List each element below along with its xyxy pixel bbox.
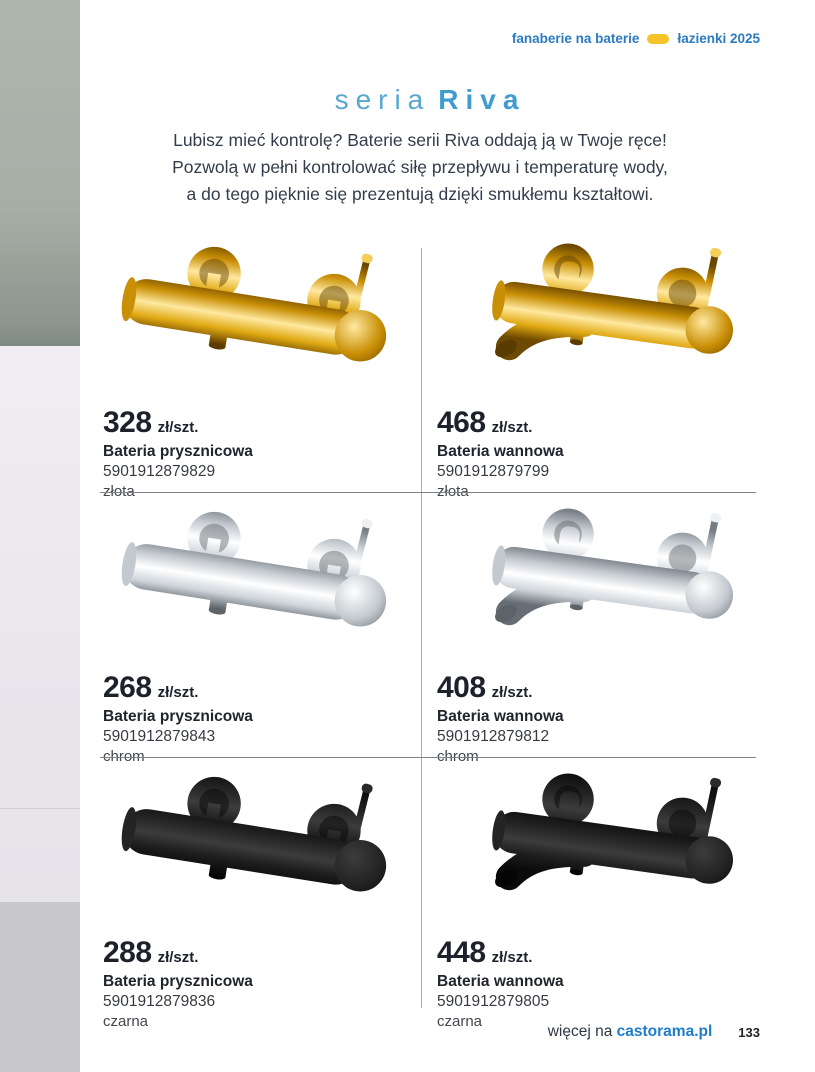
product-name: Bateria wannowa (437, 973, 564, 990)
product-card (100, 758, 421, 1030)
price-unit: zł/szt. (157, 949, 199, 966)
series-title (100, 84, 760, 116)
series-title-name: Riva (438, 84, 526, 115)
product-card (434, 228, 756, 500)
page-header (512, 31, 760, 46)
product-color: chrom (103, 748, 145, 765)
footer-prefix: więcej na (547, 1023, 613, 1040)
price-unit: zł/szt. (491, 949, 533, 966)
price-line (437, 936, 756, 970)
product-ean: 5901912879799 (437, 463, 550, 480)
faucet-image-gold-bath (434, 228, 756, 406)
product-row-2 (100, 492, 756, 765)
product-color: złota (103, 483, 135, 500)
product-card (100, 228, 421, 500)
product-grid (100, 228, 756, 1030)
faucet-image-black-bath (434, 758, 756, 936)
product-card (434, 758, 756, 1030)
faucet-image-gold-shower (100, 228, 421, 406)
product-name: Bateria wannowa (437, 708, 564, 725)
intro-line-3: a do tego pięknie się prezentują dzięki smukłemu kształtowi. (186, 184, 654, 204)
product-price: 268 (103, 671, 152, 704)
price-line (437, 671, 756, 705)
product-price: 468 (437, 406, 486, 439)
product-row-1 (100, 228, 756, 500)
product-color: chrom (437, 748, 479, 765)
product-info (434, 671, 756, 765)
intro-line-1: Lubisz mieć kontrolę? Baterie serii Riva oddają ją w Twoje ręce! (173, 130, 667, 150)
price-line (103, 406, 421, 440)
product-info (434, 936, 756, 1030)
product-name: Bateria prysznicowa (103, 973, 253, 990)
product-color: złota (437, 483, 469, 500)
price-line (103, 671, 421, 705)
page-footer (100, 1023, 760, 1041)
yellow-dash-icon (647, 34, 669, 44)
product-card (434, 493, 756, 765)
castorama-link[interactable]: castorama.pl (616, 1023, 713, 1040)
price-line (437, 406, 756, 440)
product-ean: 5901912879805 (437, 993, 550, 1010)
faucet-image-black-shower (100, 758, 421, 936)
faucet-image-chrome-bath (434, 493, 756, 671)
product-price: 448 (437, 936, 486, 969)
price-unit: zł/szt. (491, 419, 533, 436)
product-color: czarna (437, 1013, 483, 1030)
product-name: Bateria wannowa (437, 443, 564, 460)
series-title-prefix: seria (334, 84, 431, 115)
product-ean: 5901912879829 (103, 463, 216, 480)
intro-paragraph (60, 127, 780, 208)
product-card (100, 493, 421, 765)
product-ean: 5901912879812 (437, 728, 550, 745)
product-color: czarna (103, 1013, 149, 1030)
product-ean: 5901912879836 (103, 993, 216, 1010)
product-name: Bateria prysznicowa (103, 443, 253, 460)
product-info (100, 936, 421, 1030)
product-price: 288 (103, 936, 152, 969)
product-price: 408 (437, 671, 486, 704)
photo-floor (0, 902, 80, 1072)
price-unit: zł/szt. (491, 684, 533, 701)
price-unit: zł/szt. (157, 684, 199, 701)
product-info (434, 406, 756, 500)
faucet-image-chrome-shower (100, 493, 421, 671)
page-number: 133 (738, 1024, 760, 1040)
product-name: Bateria prysznicowa (103, 708, 253, 725)
header-catalog-label: fanaberie na baterie (511, 31, 640, 46)
header-edition-label: łazienki 2025 (677, 31, 760, 46)
product-price: 328 (103, 406, 152, 439)
intro-line-2: Pozwolą w pełni kontrolować siłę przepływu i temperaturę wody, (172, 157, 668, 177)
photo-shelf (0, 346, 80, 902)
price-unit: zł/szt. (157, 419, 199, 436)
product-row-3 (100, 757, 756, 1030)
product-ean: 5901912879843 (103, 728, 216, 745)
product-info (100, 671, 421, 765)
product-info (100, 406, 421, 500)
price-line (103, 936, 421, 970)
footer-more-text (548, 1023, 713, 1041)
